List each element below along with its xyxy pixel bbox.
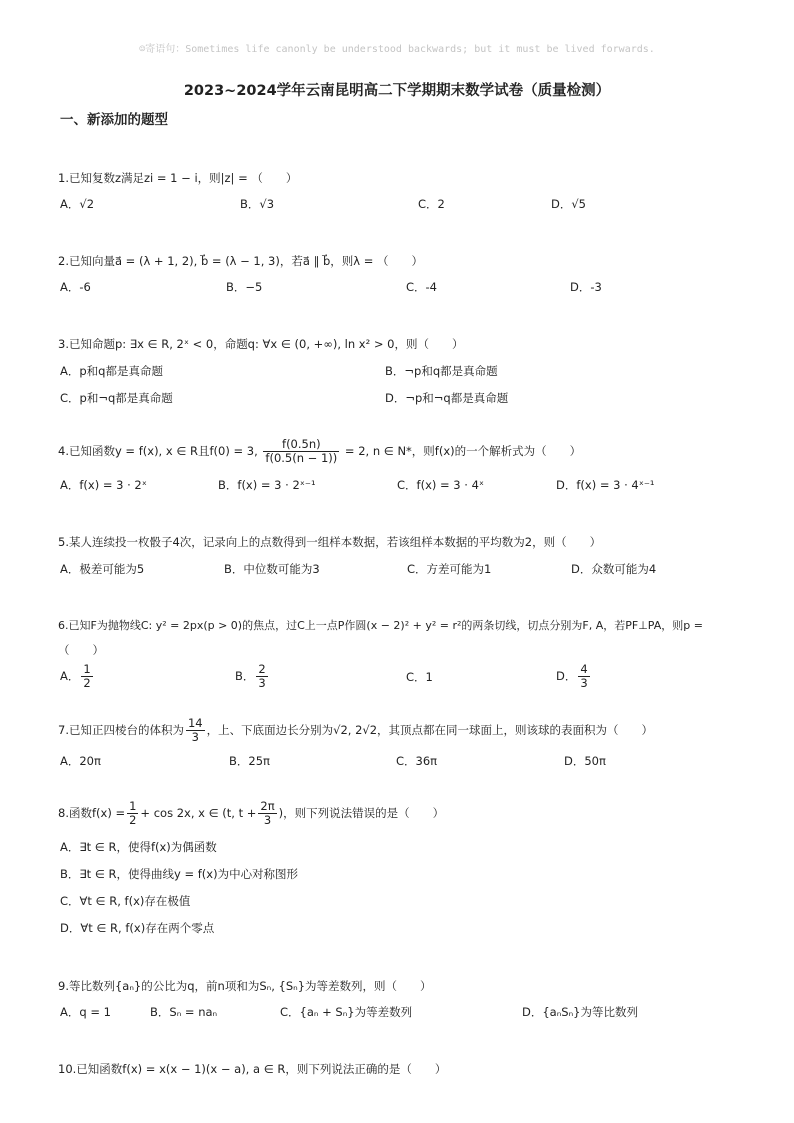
question-9-stem: 9.等比数列{aₙ}的公比为q，前n项和为Sₙ, {Sₙ}为等差数列，则（ ） xyxy=(58,979,432,993)
question-2-stem: 2.已知向量a⃗ = (λ + 1, 2), b⃗ = (λ − 1, 3)，若a⃗ ∥ b⃗，则λ = （ ） xyxy=(58,254,424,268)
question-3-option-a: A．p和q都是真命题 xyxy=(60,364,163,378)
question-3-option-d: D．¬p和¬q都是真命题 xyxy=(385,391,509,405)
question-8-fraction-1 xyxy=(127,800,138,827)
question-8-stem xyxy=(58,800,444,827)
question-6-option-b xyxy=(235,663,270,690)
question-8-stem-part-b: + cos 2x, x ∈ (t, t + xyxy=(140,806,257,821)
question-8-option-d: D．∀t ∈ R, f(x)存在两个零点 xyxy=(60,921,215,935)
question-4-stem xyxy=(58,438,581,465)
question-7-option-a: A．20π xyxy=(60,754,101,768)
question-6-option-d-denominator: 3 xyxy=(580,676,588,691)
question-9-option-a: A．q = 1 xyxy=(60,1005,111,1019)
question-1-option-a: A．√2 xyxy=(60,197,95,211)
question-6-option-a-label: A． xyxy=(60,669,80,684)
question-7-fraction-numerator: 14 xyxy=(187,716,203,730)
question-4-option-b: B．f(x) = 3 · 2ˣ⁻¹ xyxy=(218,478,316,492)
question-8-option-a: A．∃t ∈ R，使得f(x)为偶函数 xyxy=(60,840,217,854)
question-9-option-c: C．{aₙ + Sₙ}为等差数列 xyxy=(280,1005,413,1019)
question-1-option-c: C．2 xyxy=(418,197,445,211)
question-9-option-b: B．Sₙ = naₙ xyxy=(150,1005,218,1019)
question-8-stem-part-c: )，则下列说法错误的是（ ） xyxy=(278,806,445,821)
question-2-option-d: D．-3 xyxy=(570,280,602,294)
question-8-fraction-2 xyxy=(258,800,276,827)
question-1-stem: 1.已知复数z满足zi = 1 − i，则|z| = （ ） xyxy=(58,171,298,185)
question-8-option-b: B．∃t ∈ R，使得曲线y = f(x)为中心对称图形 xyxy=(60,867,299,881)
question-6-option-b-fraction xyxy=(256,663,267,690)
question-10-stem: 10.已知函数f(x) = x(x − 1)(x − a), a ∈ R，则下列说法正确的是（ ） xyxy=(58,1062,447,1076)
question-3-option-b: B．¬p和q都是真命题 xyxy=(385,364,498,378)
question-6-option-a-denominator: 2 xyxy=(83,676,91,691)
question-2-option-a: A．-6 xyxy=(60,280,91,294)
question-1-option-b: B．√3 xyxy=(240,197,275,211)
question-6-option-d-label: D． xyxy=(556,669,577,684)
question-6-stem: 6.已知F为抛物线C: y² = 2px(p > 0)的焦点，过C上一点P作圆(x − 2)² + y² = r²的两条切线，切点分别为F, A，若PF⊥PA，则p = xyxy=(58,619,703,632)
question-6-option-b-numerator: 2 xyxy=(258,662,266,676)
question-8-fraction-2-numerator: 2π xyxy=(260,799,275,813)
question-8-fraction-1-denominator: 2 xyxy=(129,813,137,828)
question-5-option-a: A．极差可能为5 xyxy=(60,562,145,576)
question-4-fraction-denominator: f(0.5(n − 1)) xyxy=(265,451,338,466)
question-8-fraction-1-numerator: 1 xyxy=(129,799,137,813)
question-6-option-d-fraction xyxy=(578,663,589,690)
question-7-option-d: D．50π xyxy=(564,754,606,768)
question-4-option-c: C．f(x) = 3 · 4ˣ xyxy=(397,478,485,492)
question-7-fraction xyxy=(186,717,205,744)
question-7-fraction-denominator: 3 xyxy=(191,730,199,745)
question-6-option-d xyxy=(556,663,592,690)
question-6-option-b-denominator: 3 xyxy=(258,676,266,691)
question-4-fraction xyxy=(263,438,339,465)
question-4-stem-part-a: 4.已知函数y = f(x), x ∈ R且f(0) = 3, xyxy=(58,444,258,459)
question-6-option-c: C．1 xyxy=(406,670,433,684)
question-6-option-a xyxy=(60,663,95,690)
question-3-option-c: C．p和¬q都是真命题 xyxy=(60,391,173,405)
question-6-option-a-fraction xyxy=(81,663,92,690)
question-6-option-a-numerator: 1 xyxy=(83,662,91,676)
question-5-option-d: D．众数可能为4 xyxy=(571,562,657,576)
question-6-stem-continued: （ ） xyxy=(58,643,104,657)
question-6-option-d-numerator: 4 xyxy=(580,662,588,676)
question-7-stem xyxy=(58,717,653,744)
question-4-stem-part-b: = 2, n ∈ N*，则f(x)的一个解析式为（ ） xyxy=(344,444,582,459)
page-watermark: ☺寄语句：Sometimes life canonly be understood backwards; but it must be lived forwards. xyxy=(139,44,655,55)
question-2-option-b: B．−5 xyxy=(226,280,263,294)
section-heading: 一、新添加的题型 xyxy=(60,112,168,128)
question-5-option-c: C．方差可能为1 xyxy=(407,562,492,576)
question-5-option-b: B．中位数可能为3 xyxy=(224,562,320,576)
question-2-option-c: C．-4 xyxy=(406,280,437,294)
question-1-option-d: D．√5 xyxy=(551,197,586,211)
page-title: 2023~2024学年云南昆明高二下学期期末数学试卷（质量检测） xyxy=(183,83,611,99)
question-4-option-d: D．f(x) = 3 · 4ˣ⁻¹ xyxy=(556,478,655,492)
question-3-stem: 3.已知命题p: ∃x ∈ R, 2ˣ < 0，命题q: ∀x ∈ (0, +∞), ln x² > 0，则（ ） xyxy=(58,337,464,351)
question-8-option-c: C．∀t ∈ R, f(x)存在极值 xyxy=(60,894,191,908)
question-8-fraction-2-denominator: 3 xyxy=(263,813,272,828)
question-7-option-c: C．36π xyxy=(396,754,438,768)
question-4-fraction-numerator: f(0.5n) xyxy=(263,438,339,452)
question-5-stem: 5.某人连续投一枚骰子4次，记录向上的点数得到一组样本数据，若该组样本数据的平均数为2，则（ ） xyxy=(58,535,602,549)
question-7-stem-part-a: 7.已知正四棱台的体积为 xyxy=(58,723,184,738)
question-7-option-b: B．25π xyxy=(229,754,270,768)
question-6-option-b-label: B． xyxy=(235,669,255,684)
question-8-stem-part-a: 8.函数f(x) = xyxy=(58,806,126,821)
question-7-stem-part-b: ，上、下底面边长分别为√2, 2√2，其顶点都在同一球面上，则该球的表面积为（ ） xyxy=(206,723,654,738)
question-4-option-a: A．f(x) = 3 · 2ˣ xyxy=(60,478,147,492)
question-9-option-d: D．{aₙSₙ}为等比数列 xyxy=(522,1005,638,1019)
